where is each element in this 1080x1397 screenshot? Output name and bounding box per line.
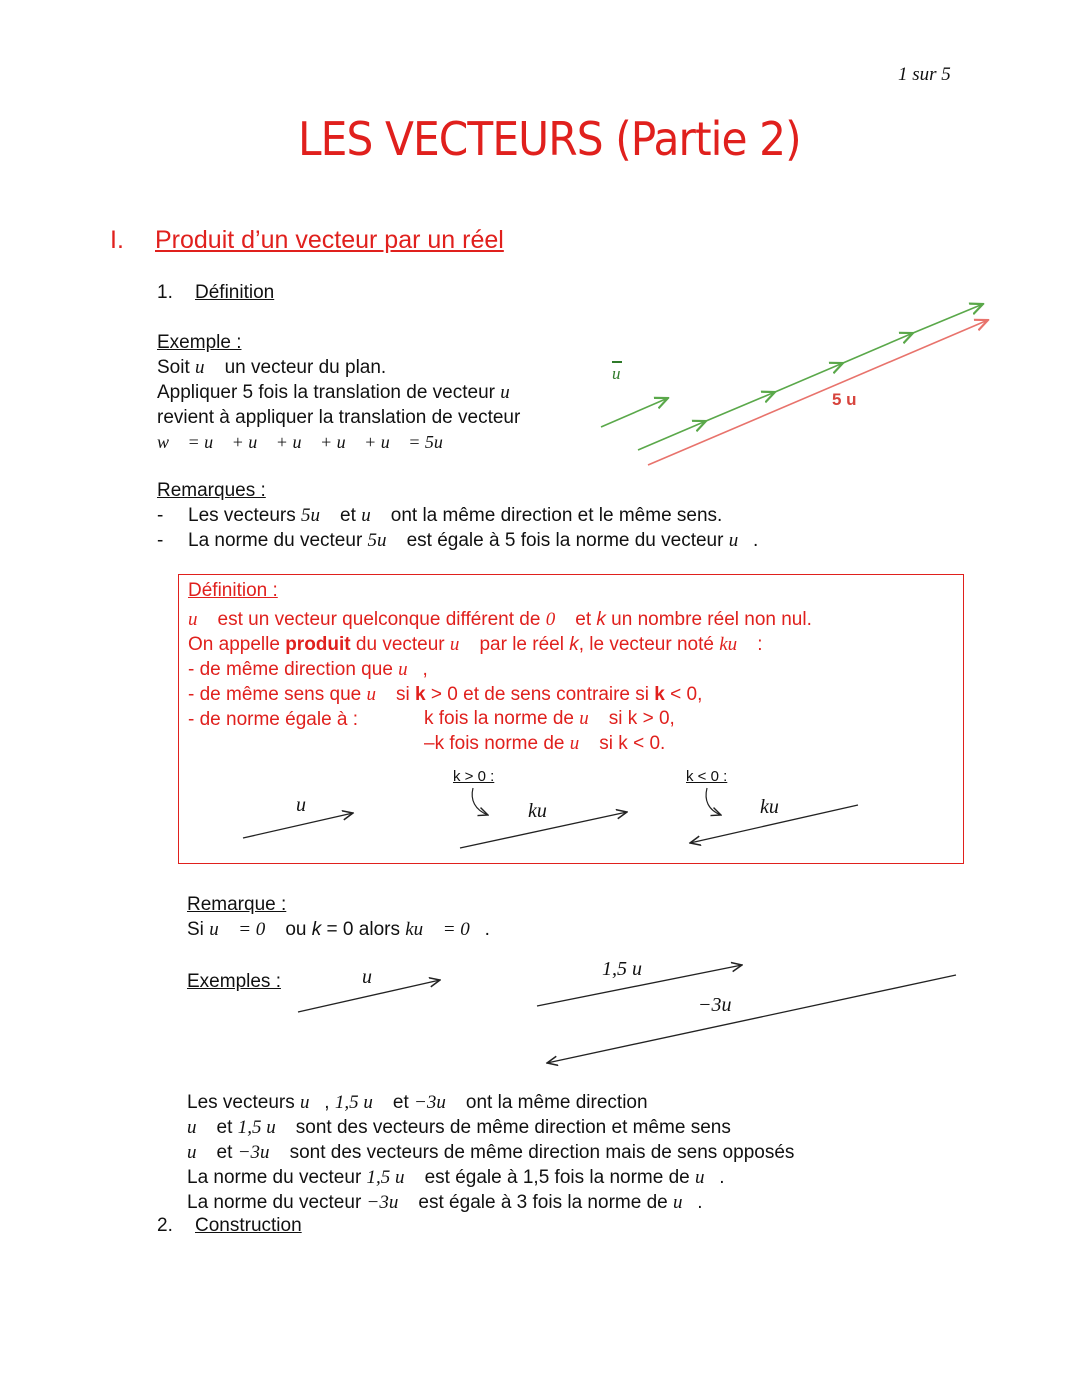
remarque-item-2: -	[157, 530, 164, 551]
example-line-3: revient à appliquer la translation de vecteur	[157, 407, 521, 428]
definition-heading: Définition :	[188, 580, 278, 601]
ex2-line-2: u⃗ et 1,5 u⃗ sont des vecteurs de même direction et même sens	[187, 1117, 731, 1138]
remarque2-heading: Remarque :	[187, 894, 287, 915]
definition-line-4: - de même sens que u⃗ si k > 0 et de sens contraire si k < 0,	[188, 684, 703, 705]
definition-line-5-cont: k fois la norme de u⃗ si k > 0, –k fois norme de u⃗ si k < 0.	[424, 708, 675, 754]
ex2-fig-m3u-label: −3u⃗	[698, 994, 748, 1016]
definition-line-2: On appelle produit du vecteur u⃗ par le réel k, le vecteur noté ku⃗ :	[188, 634, 763, 655]
def-fig-kneg-label: k < 0 :	[686, 768, 728, 785]
def-fig-kpos-label: k > 0 :	[453, 768, 495, 785]
section-number: I.	[110, 226, 124, 254]
ex2-fig-u-label: u⃗	[362, 966, 388, 988]
fig-u-label: u	[612, 364, 621, 383]
subsection-title: Définition	[195, 282, 275, 303]
ex2-line-4: La norme du vecteur 1,5 u⃗ est égale à 1,5 fois la norme de u⃗.	[187, 1167, 725, 1188]
example-line-1: Soit u⃗ un vecteur du plan.	[157, 357, 387, 378]
remarque-item-2-text: La norme du vecteur 5u⃗ est égale à 5 fois la norme du vecteur u⃗.	[188, 530, 759, 551]
example-formula: w⃗ = u⃗ + u⃗ + u⃗ + u⃗ + u⃗ = 5u⃗	[157, 432, 457, 452]
fig-chain-3	[775, 363, 843, 392]
subsection-number: 1.	[157, 282, 173, 303]
definition-line-5: - de norme égale à :	[188, 709, 359, 730]
definition-line-3: - de même direction que u⃗,	[188, 659, 428, 680]
def-fig-ku-pos-vector	[460, 812, 627, 848]
exemples2-heading: Exemples :	[187, 971, 281, 992]
fig-chain-1	[638, 421, 706, 450]
def-fig-kneg-curve	[706, 788, 721, 815]
page-title: LES VECTEURS (Partie 2)	[298, 112, 801, 166]
ex2-fig-m3u-vector	[547, 975, 956, 1063]
ex2-fig-u-vector	[298, 980, 440, 1012]
def-fig-u-label: u⃗	[296, 794, 322, 816]
example-heading: Exemple :	[157, 332, 242, 353]
ex2-line-1: Les vecteurs u⃗, 1,5 u⃗ et −3u⃗ ont la même direction	[187, 1092, 648, 1113]
ex2-line-3: u⃗ et −3u⃗ sont des vecteurs de même direction mais de sens opposés	[187, 1142, 795, 1163]
fig-chain-5	[913, 304, 983, 333]
subsection2-title: Construction	[195, 1215, 302, 1236]
def-fig-u-vector	[243, 813, 353, 838]
fig-u-vector	[601, 398, 668, 427]
section-title: Produit d’un vecteur par un réel	[155, 226, 504, 254]
ex2-line-5: La norme du vecteur −3u⃗ est égale à 3 fois la norme de u⃗.	[187, 1192, 703, 1213]
remarque2-line: Si u⃗ = 0⃗ ou k = 0 alors ku⃗ = 0⃗.	[187, 919, 490, 940]
remarque-item-1: -	[157, 505, 164, 526]
fig-chain-2	[706, 392, 775, 421]
fig-5u-label: 5 u	[832, 390, 857, 409]
ex2-fig-15u-vector	[537, 965, 742, 1006]
fig-chain-4	[843, 333, 913, 363]
def-fig-ku-pos-label: ku⃗	[528, 800, 563, 822]
definition-line-1: u⃗ est un vecteur quelconque différent de 0⃗ et k un nombre réel non nul.	[188, 609, 812, 630]
remarques-heading: Remarques :	[157, 480, 266, 501]
fig-5u-vector	[648, 320, 988, 465]
page-number: 1 sur 5	[898, 64, 951, 85]
def-fig-ku-neg-label: ku⃗	[760, 796, 795, 818]
ex2-fig-15u-label: 1,5 u⃗	[602, 958, 658, 980]
def-fig-ku-neg-vector	[690, 805, 858, 843]
remarque-item-1-text: Les vecteurs 5u⃗ et u⃗ ont la même direction et le même sens.	[188, 505, 723, 526]
def-fig-kpos-curve	[472, 788, 488, 815]
subsection2-number: 2.	[157, 1215, 173, 1236]
example-line-2: Appliquer 5 fois la translation de vecteur u⃗	[157, 382, 525, 403]
